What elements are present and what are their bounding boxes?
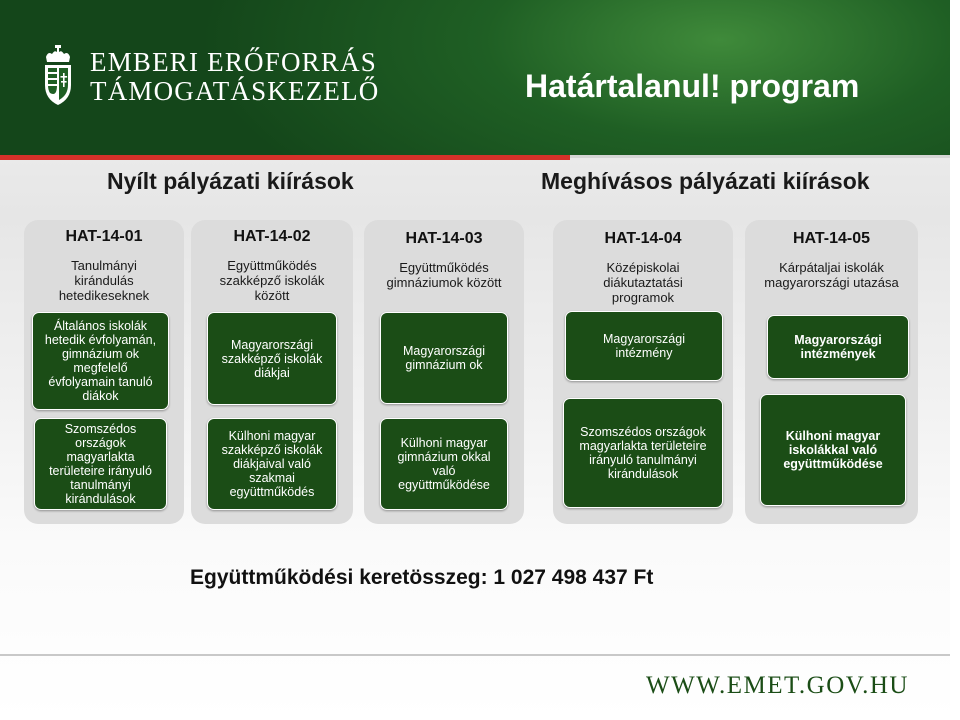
program-code: HAT-14-02: [233, 228, 311, 245]
program-description: [199, 258, 345, 303]
red-accent-line: [0, 155, 570, 160]
section-title-open: Nyílt pályázati kiírások: [107, 168, 354, 194]
organization-name: [90, 48, 379, 106]
box-line: Külhoni magyar: [400, 436, 488, 450]
activity-box: [207, 418, 337, 510]
box-line: Külhoni magyar: [785, 429, 881, 443]
footer-divider: [0, 654, 950, 656]
program-description: [372, 260, 516, 290]
org-name-line2: TÁMOGATÁSKEZELŐ: [90, 76, 380, 106]
program-code: HAT-14-05: [792, 230, 871, 247]
target-group-box: [207, 312, 337, 405]
activity-box: [380, 418, 508, 510]
target-group-box: [565, 311, 723, 381]
box-line: kirándulások: [607, 467, 679, 481]
activity-box: [760, 394, 906, 506]
program-code: HAT-14-04: [604, 230, 682, 247]
desc-line: Együttműködés: [227, 258, 317, 273]
program-column-hat-14-01: [24, 220, 184, 524]
box-line: területeire irányuló: [49, 464, 152, 478]
desc-line: Együttműködés: [399, 260, 489, 275]
box-line: országok: [75, 436, 126, 450]
program-title: Határtalanul! program: [525, 68, 860, 104]
activity-box: [563, 398, 723, 508]
box-line: intézmények: [800, 347, 876, 361]
box-line: szakmai: [249, 471, 295, 485]
coat-of-arms-icon: [42, 45, 74, 107]
desc-line: hetedikeseknek: [58, 288, 150, 303]
desc-line: diákutaztatási: [603, 275, 683, 290]
box-line: Magyarországi: [794, 333, 882, 347]
section-title-invited: Meghívásos pályázati kiírások: [541, 168, 870, 194]
box-line: Általános iskolák: [53, 319, 148, 333]
box-line: diákjai: [254, 365, 290, 380]
desc-line: Középiskolai: [606, 260, 680, 275]
desc-line: programok: [611, 290, 675, 305]
box-line: magyarlakta területeire: [579, 439, 707, 453]
box-line: szakképző iskolák: [221, 351, 323, 366]
box-line: gimnázium ok: [405, 358, 483, 372]
program-code: HAT-14-01: [65, 228, 143, 245]
target-group-box: [767, 315, 909, 379]
box-line: Magyarországi: [603, 332, 685, 346]
org-name-line1: EMBERI ERŐFORRÁS: [90, 47, 377, 77]
box-line: gimnázium okkal: [397, 450, 491, 464]
activity-box: [34, 418, 167, 510]
program-column-hat-14-02: [191, 220, 353, 524]
box-line: Szomszédos: [64, 422, 137, 436]
total-budget: Együttműködési keretösszeg: 1 027 498 437 Ft: [190, 566, 654, 589]
program-column-hat-14-04: [553, 220, 733, 524]
box-line: évfolyamain tanuló: [48, 375, 153, 389]
box-line: magyarlakta: [66, 450, 135, 464]
program-column-hat-14-05: [745, 220, 918, 524]
box-line: Külhoni magyar: [228, 429, 316, 443]
box-line: diákok: [82, 389, 119, 403]
program-description: [561, 260, 725, 305]
desc-line: között: [254, 288, 290, 303]
desc-line: gimnáziumok között: [386, 275, 502, 290]
box-line: iskolákkal való: [788, 443, 878, 457]
box-line: Magyarországi: [403, 344, 485, 358]
desc-line: Kárpátaljai iskolák: [779, 260, 884, 275]
desc-line: szakképző iskolák: [219, 273, 325, 288]
box-line: szakképző iskolák: [221, 443, 323, 457]
desc-line: Tanulmányi: [71, 258, 137, 273]
box-line: Magyarországi: [231, 337, 313, 352]
box-line: megfelelő: [73, 361, 128, 375]
box-line: irányuló tanulmányi: [589, 453, 697, 467]
program-code: HAT-14-03: [405, 230, 483, 247]
box-line: hetedik évfolyamán,: [44, 333, 157, 347]
box-line: kirándulások: [65, 492, 136, 506]
box-line: diákjaival való: [233, 457, 311, 471]
desc-line: magyarországi utazása: [764, 275, 899, 290]
desc-line: kirándulás: [74, 273, 134, 288]
box-line: együttműködése: [398, 478, 490, 492]
box-line: gimnázium ok: [61, 347, 140, 361]
program-description: [753, 260, 910, 290]
target-group-box: [380, 312, 508, 404]
box-line: tanulmányi: [70, 478, 131, 492]
box-line: együttműködés: [229, 485, 315, 499]
target-group-box: [32, 312, 169, 410]
box-line: Szomszédos országok: [580, 425, 706, 439]
box-line: intézmény: [615, 346, 673, 360]
footer-url[interactable]: WWW.EMET.GOV.HU: [646, 672, 909, 699]
box-line: együttműködése: [783, 457, 883, 471]
program-description: [32, 258, 176, 303]
box-line: való: [432, 464, 456, 478]
program-column-hat-14-03: [364, 220, 524, 524]
